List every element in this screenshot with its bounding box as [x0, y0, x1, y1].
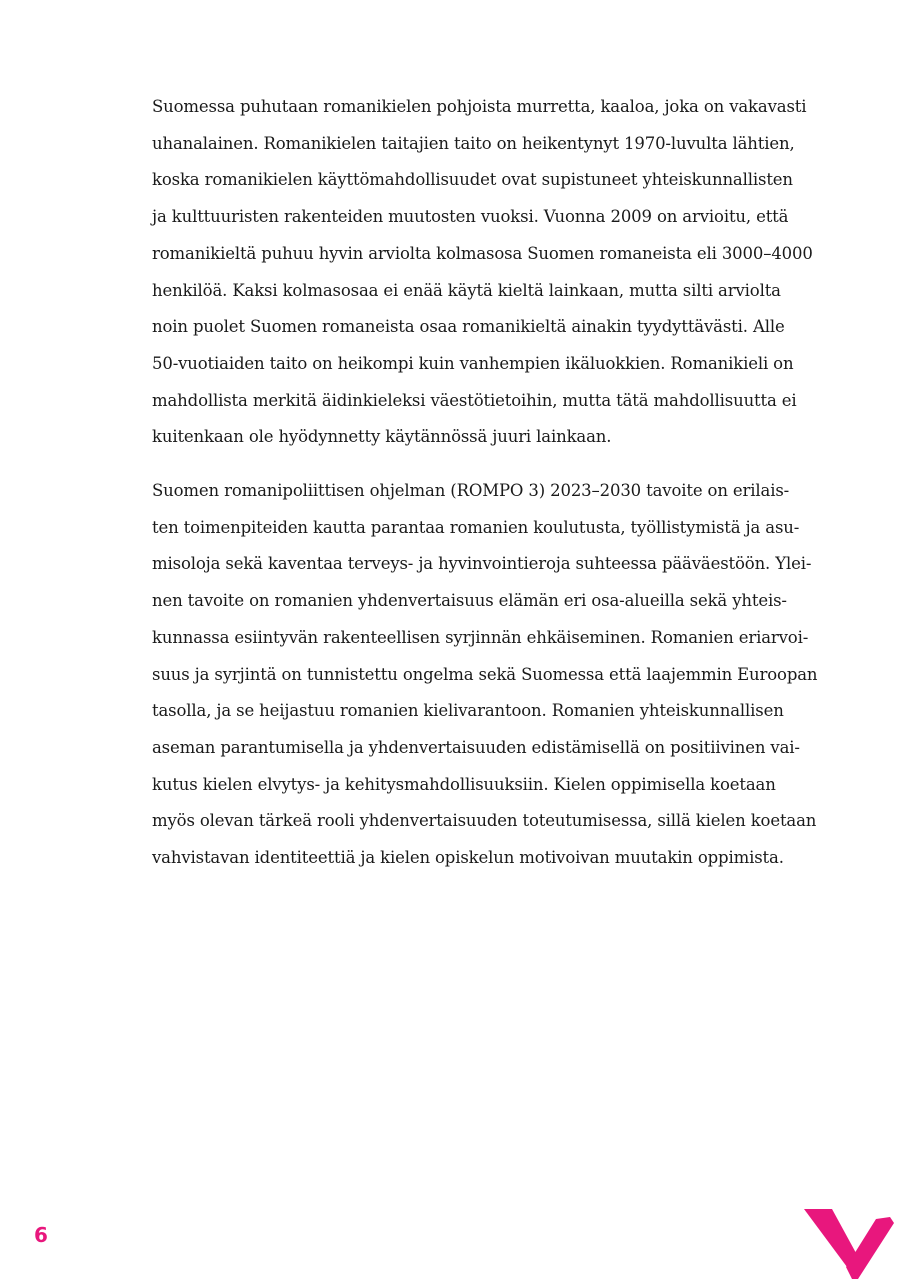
text-line: nen tavoite on romanien yhdenvertaisuus elämän eri osa-alueilla sekä yhteis- — [152, 591, 787, 611]
text-line: noin puolet Suomen romaneista osaa romanikieltä ainakin tyydyttävästi. Alle — [152, 317, 785, 337]
text-line: mahdollista merkitä äidinkieleksi väestötietoihin, mutta tätä mahdollisuutta ei — [152, 390, 797, 410]
text-line: kunnassa esiintyvän rakenteellisen syrjinnän ehkäiseminen. Romanien eriarvoi- — [152, 627, 809, 647]
text-line: kuitenkaan ole hyödynnetty käytännössä juuri lainkaan. — [152, 427, 612, 447]
text-line: myös olevan tärkeä rooli yhdenvertaisuuden toteutumisessa, sillä kielen koetaan — [152, 811, 817, 831]
text-line: koska romanikielen käyttömahdollisuudet ovat supistuneet yhteiskunnallisten — [152, 170, 793, 190]
text-line: kutus kielen elvytys- ja kehitysmahdollisuuksiin. Kielen oppimisella koetaan — [152, 774, 776, 794]
text-line: aseman parantumisella ja yhdenvertaisuuden edistämisellä on positiivinen vai- — [152, 737, 800, 757]
text-line: uhanalainen. Romanikielen taitajien taito on heikentynyt 1970-luvulta lähtien, — [152, 133, 795, 153]
page-number: 6 — [34, 1223, 48, 1247]
text-line: 50-vuotiaiden taito on heikompi kuin vanhempien ikäluokkien. Romanikieli on — [152, 353, 794, 373]
text-line: ten toimenpiteiden kautta parantaa romanien koulutusta, työllistymistä ja asu- — [152, 517, 800, 537]
text-line: Suomen romanipoliittisen ohjelman (ROMPO 3) 2023–2030 tavoite on erilais- — [152, 481, 790, 501]
v-logo-icon — [804, 1207, 894, 1279]
text-line: tasolla, ja se heijastuu romanien kielivarantoon. Romanien yhteiskunnallisen — [152, 701, 784, 721]
text-line: vahvistavan identiteettiä ja kielen opiskelun motivoivan muutakin oppimista. — [152, 848, 784, 868]
paragraph-1 — [152, 89, 832, 456]
text-line: Suomessa puhutaan romanikielen pohjoista murretta, kaaloa, joka on vakavasti — [152, 97, 807, 116]
body-text — [152, 89, 832, 877]
text-line: ja kulttuuristen rakenteiden muutosten vuoksi. Vuonna 2009 on arvioitu, että — [152, 207, 789, 227]
paragraph-2 — [152, 473, 832, 877]
text-line: henkilöä. Kaksi kolmasosaa ei enää käytä kieltä lainkaan, mutta silti arviolta — [152, 280, 781, 300]
v-logo-left-stroke — [804, 1209, 856, 1271]
text-line: suus ja syrjintä on tunnistettu ongelma sekä Suomessa että laajemmin Euroopan — [152, 664, 818, 684]
text-line: misoloja sekä kaventaa terveys- ja hyvinvointieroja suhteessa pääväestöön. Ylei- — [152, 554, 812, 574]
text-line: romanikieltä puhuu hyvin arviolta kolmasosa Suomen romaneista eli 3000–4000 — [152, 243, 813, 263]
